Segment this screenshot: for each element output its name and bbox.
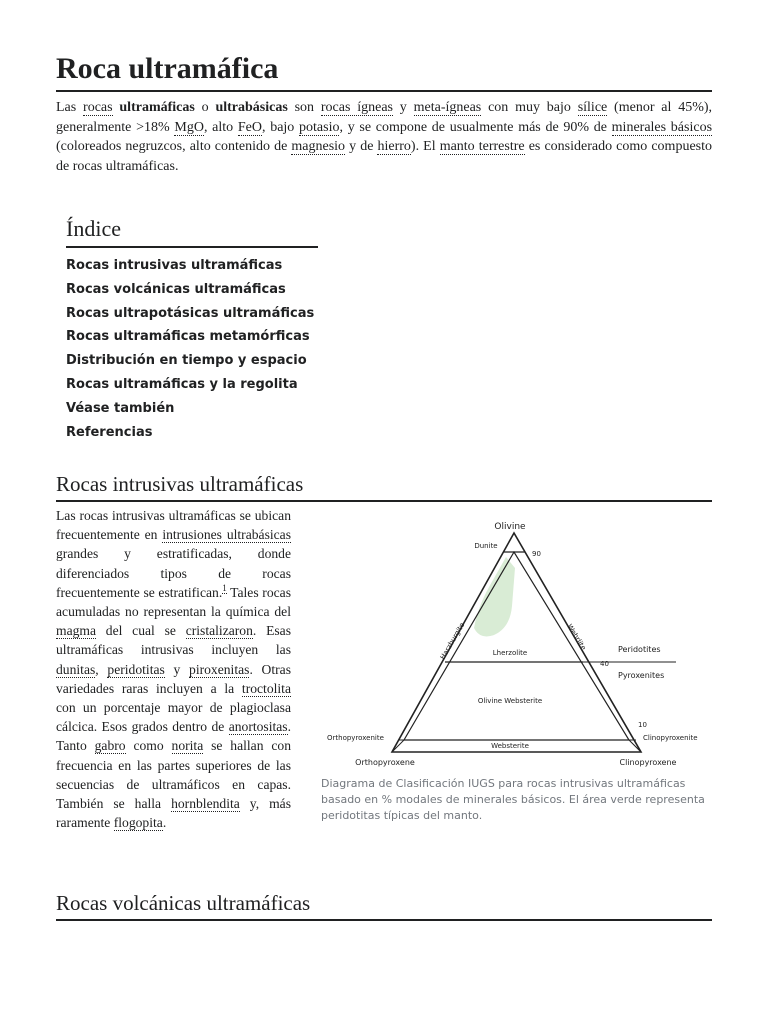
link-rocas[interactable]: rocas	[83, 100, 113, 115]
link-rocas-igneas[interactable]: rocas ígneas	[320, 100, 393, 115]
toc-item[interactable]: Rocas volcánicas ultramáficas	[66, 281, 286, 297]
link-minerales-basicos[interactable]: minerales básicos	[611, 119, 713, 135]
label-90: 90	[532, 550, 541, 558]
link-gabro[interactable]: gabro	[94, 738, 126, 754]
section1-paragraph: Las rocas intrusivas ultramáficas se ubican frecuentemente en intrusiones ultrabásicas grandes y estratificadas, donde diferenciados tipos de rocas frecuentemente se estratifican.$^1$ Tales rocas acumuladas no representan la química del magma del cual se cristalizaron. Esas ultramáficas intrusivas incluyen las dunitas, peridotitas y piroxenitas. Otras variedades raras incluyen a la troctolita con un porcentaje mayor de plagioclasa cálcica. Esos grados dentro de anortositas. Tanto gabro como norita se hallan con frecuencia en las partes superiores de las secuencias de ultramáficos en capas. También se halla hornblendita y, más raramente flogopita.	[56, 508, 292, 831]
link-dunitas[interactable]: dunitas	[56, 661, 96, 677]
link-peridotitas[interactable]: peridotitas	[107, 661, 165, 677]
label-orthopyroxenite: Orthopyroxenite	[327, 734, 384, 742]
toc-item[interactable]: Distribución en tiempo y espacio	[66, 353, 307, 369]
label-orthopyroxene: Orthopyroxene	[355, 758, 415, 767]
link-magma[interactable]: magma	[56, 623, 97, 639]
toc-item[interactable]: Rocas intrusivas ultramáficas	[66, 258, 283, 273]
link-feo[interactable]: FeO	[237, 119, 262, 135]
link-meta-igneas[interactable]: meta-ígneas	[413, 100, 482, 115]
reference-link[interactable]: 1	[222, 583, 227, 594]
inner-triangle	[404, 552, 629, 740]
table-of-contents	[66, 214, 318, 444]
iugs-classification-figure[interactable]	[318, 512, 713, 772]
section-heading-volcanicas: Rocas volcánicas ultramáficas	[56, 889, 712, 921]
label-harzburgite: Harzburgite	[438, 621, 467, 661]
toc-item[interactable]: Rocas ultrapotásicas ultramáficas	[66, 305, 315, 321]
link-flogopita[interactable]: flogopita	[113, 815, 163, 831]
link-magnesio[interactable]: magnesio	[291, 139, 346, 154]
bold-term-ultrabasicas: ultrabásicas	[215, 100, 288, 115]
toc-title: Índice	[66, 214, 318, 248]
link-manto-terrestre[interactable]: manto terrestre	[439, 139, 525, 154]
label-clinopyroxenite: Clinopyroxenite	[643, 734, 698, 742]
outer-triangle	[392, 533, 641, 752]
link-silice[interactable]: sílice	[577, 100, 608, 115]
toc-item[interactable]: Rocas ultramáficas y la regolita	[66, 376, 298, 392]
link-norita[interactable]: norita	[171, 738, 204, 754]
label-clinopyroxene: Clinopyroxene	[619, 758, 677, 767]
section-heading-intrusivas: Rocas intrusivas ultramáficas	[56, 470, 712, 502]
label-40: 40	[600, 660, 609, 668]
label-lherzolite: Lherzolite	[492, 649, 528, 657]
link-intrusiones-ultrabasicas[interactable]: intrusiones ultrabásicas	[162, 527, 291, 543]
link-mgo[interactable]: MgO	[174, 119, 204, 135]
toc-item[interactable]: Rocas ultramáficas metamórficas	[66, 329, 310, 345]
toc-item[interactable]: Véase también	[66, 400, 175, 416]
label-olivine-websterite: Olivine Websterite	[477, 697, 543, 705]
link-troctolita[interactable]: troctolita	[241, 680, 291, 696]
intro-paragraph: Las rocas ultramáficas o ultrabásicas son rocas ígneas y meta-ígneas con muy bajo sílice (menor al 45%), generalmente >18% MgO, alto FeO, bajo potasio, y se compone de usualmente más de 90% de minerales básicos (coloreados negruzcos, alto contenido de magnesio y de hierro). El manto terrestre es considerado como compuesto de rocas ultramáficas.	[56, 100, 713, 174]
label-websterite: Websterite	[491, 742, 529, 750]
iugs-ternary-diagram	[318, 512, 713, 772]
label-peridotites: Peridotites	[618, 645, 661, 654]
label-10: 10	[638, 721, 647, 729]
link-hornblendita[interactable]: hornblendita	[171, 796, 240, 812]
label-dunite: Dunite	[474, 542, 498, 550]
toc-item[interactable]: Referencias	[66, 424, 153, 440]
label-olivine: Olivine	[494, 522, 526, 532]
link-piroxenitas[interactable]: piroxenitas	[189, 661, 250, 677]
link-anortositas[interactable]: anortositas	[228, 719, 288, 735]
link-cristalizaron[interactable]: cristalizaron	[185, 623, 253, 639]
link-potasio[interactable]: potasio	[299, 119, 340, 135]
label-pyroxenites: Pyroxenites	[618, 671, 665, 680]
figure-caption: Diagrama de Clasificación IUGS para rocas intrusivas ultramáficas basado en % modales de minerales básicos. El área verde representa peridotitas típicas del manto.	[321, 777, 705, 822]
label-wehrlite: Wehrlite	[565, 622, 588, 652]
page-title: Roca ultramáfica	[56, 50, 712, 92]
bold-term-ultramaficas: ultramáficas	[119, 100, 195, 115]
link-hierro[interactable]: hierro	[377, 139, 411, 154]
